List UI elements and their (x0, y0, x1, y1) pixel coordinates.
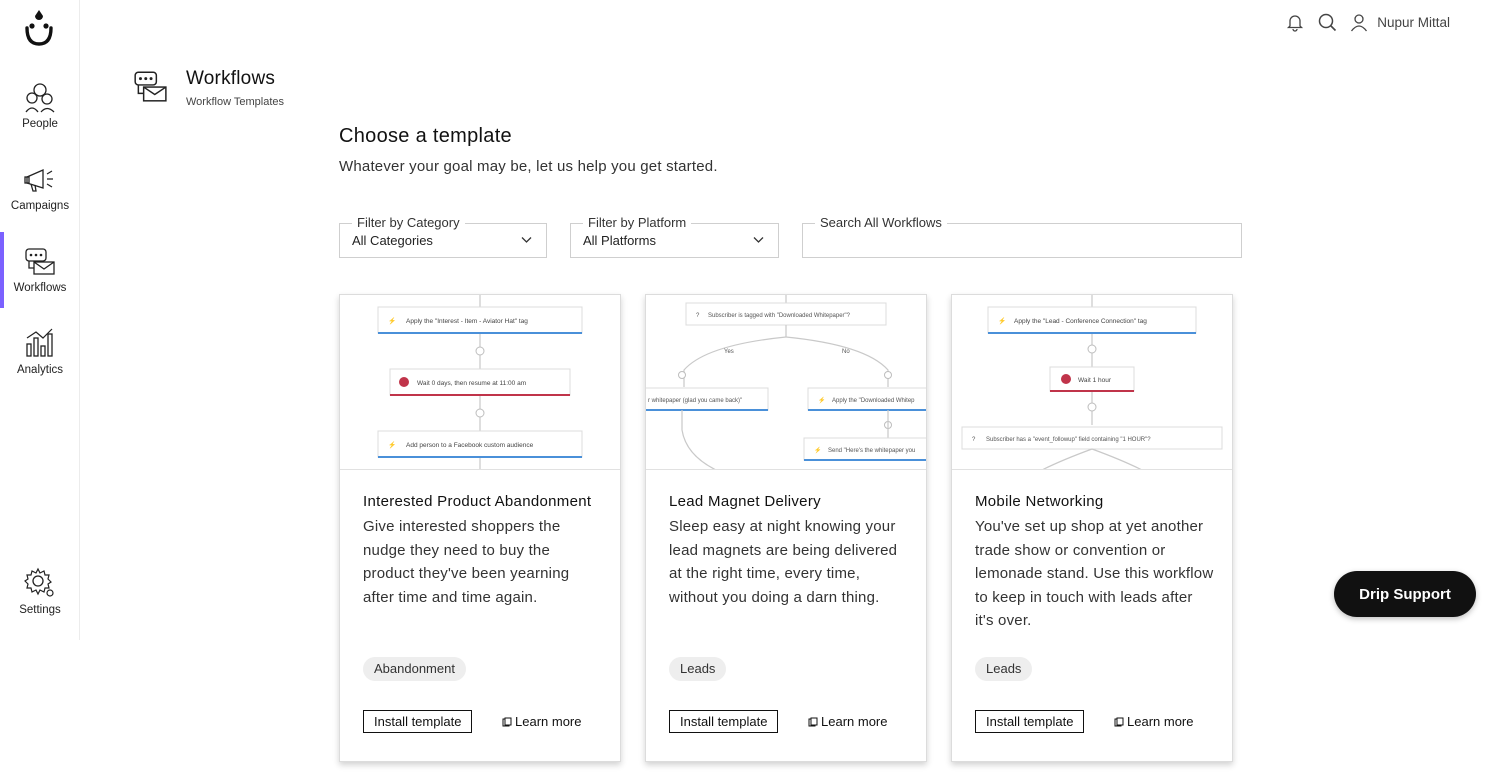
card-description: Sleep easy at night knowing your lead magnets are being delivered at the right time, every time, without you doing a darn thing. (669, 518, 898, 606)
sidebar-item-label: Settings (19, 604, 61, 616)
svg-text:⚡: ⚡ (388, 442, 397, 449)
external-link-icon (1114, 717, 1124, 727)
search-icon[interactable] (1317, 12, 1337, 32)
chevron-down-icon (521, 236, 532, 244)
preview-step-1: Apply the "Lead - Conference Connection" tag (1014, 318, 1147, 325)
card-body (363, 493, 603, 609)
install-template-button[interactable]: Install template (669, 710, 778, 733)
preview-step-1: Apply the "Interest - Item - Aviator Hat" tag (406, 318, 528, 325)
svg-text:⚡: ⚡ (998, 318, 1007, 325)
category-filter-select[interactable] (339, 215, 547, 258)
people-icon (23, 80, 57, 114)
card-description: You've set up shop at yet another trade show or convention or lemonade stand. Use this workflow to keep in touch with leads after it's over. (975, 518, 1214, 629)
user-icon[interactable] (1349, 12, 1369, 32)
svg-text:⚡: ⚡ (818, 398, 826, 404)
drip-logo-icon[interactable] (22, 8, 56, 48)
external-link-icon (502, 717, 512, 727)
page-title: Workflows (186, 68, 276, 89)
sidebar-item-workflows[interactable] (0, 244, 80, 294)
install-template-button[interactable]: Install template (363, 710, 472, 733)
category-filter-value: All Categories (352, 233, 433, 248)
preview-step-2: Wait 1 hour (1078, 377, 1111, 384)
preview-left-branch: r whitepaper (glad you came back)" (648, 398, 743, 404)
sidebar-item-label: Workflows (13, 282, 67, 294)
external-link-icon (808, 717, 818, 727)
section-subtitle: Whatever your goal may be, let us help you get started. (339, 158, 718, 175)
sidebar-item-people[interactable] (0, 80, 80, 130)
learn-more-label: Learn more (1127, 714, 1194, 729)
preview-step-2: Wait 0 days, then resume at 11:00 am (417, 380, 527, 387)
sidebar-item-campaigns[interactable] (0, 162, 80, 212)
workflows-icon (23, 244, 57, 278)
sidebar-item-label: People (22, 118, 58, 130)
install-template-button[interactable]: Install template (975, 710, 1084, 733)
analytics-icon (23, 326, 57, 360)
learn-more-label: Learn more (515, 714, 582, 729)
workflow-preview (646, 295, 926, 470)
sidebar-item-label: Campaigns (10, 200, 70, 212)
bell-icon[interactable] (1285, 12, 1305, 32)
category-tag: Leads (975, 657, 1032, 681)
preview-step-3: Add person to a Facebook custom audience (406, 442, 534, 449)
username[interactable]: Nupur Mittal (1377, 14, 1450, 30)
preview-no: No (842, 349, 850, 355)
template-card[interactable] (339, 294, 621, 762)
workflow-preview (952, 295, 1232, 470)
svg-text:⚡: ⚡ (388, 318, 397, 325)
svg-text:?: ? (972, 437, 976, 443)
breadcrumb[interactable]: Workflow Templates (186, 96, 285, 108)
workflow-preview (340, 295, 620, 470)
workflows-icon (132, 68, 168, 104)
sidebar (0, 0, 80, 640)
preview-right-branch-2: Send "Here's the whitepaper you (828, 448, 916, 454)
card-description: Give interested shoppers the nudge they need to buy the product they've been yearning after time and time again. (363, 518, 570, 606)
svg-text:?: ? (696, 313, 700, 319)
svg-text:⚡: ⚡ (814, 448, 822, 454)
preview-right-branch: Apply the "Downloaded Whitep (832, 398, 915, 404)
sidebar-item-settings[interactable] (0, 566, 80, 616)
card-title: Mobile Networking (975, 493, 1104, 510)
learn-more-link[interactable] (502, 714, 581, 729)
top-bar (1285, 10, 1450, 34)
template-card[interactable] (951, 294, 1233, 762)
preview-step-3: Subscriber has a "event_followup" field containing "1 HOUR"? (986, 437, 1151, 443)
category-tag: Abandonment (363, 657, 466, 681)
card-title: Lead Magnet Delivery (669, 493, 821, 510)
card-body (669, 493, 909, 609)
preview-yes: Yes (724, 349, 734, 355)
card-title: Interested Product Abandonment (363, 493, 592, 510)
category-tag: Leads (669, 657, 726, 681)
sidebar-item-label: Analytics (16, 364, 64, 376)
preview-step-1: Subscriber is tagged with "Downloaded Whitepaper"? (708, 313, 851, 319)
card-body (975, 493, 1215, 633)
learn-more-link[interactable] (808, 714, 887, 729)
search-field-label: Search All Workflows (815, 215, 947, 230)
platform-filter-value: All Platforms (583, 233, 656, 248)
section-title: Choose a template (339, 125, 512, 147)
page-header (132, 68, 284, 108)
platform-filter-label: Filter by Platform (583, 215, 691, 230)
category-filter-label: Filter by Category (352, 215, 465, 230)
drip-support-button[interactable]: Drip Support (1334, 571, 1476, 617)
megaphone-icon (23, 162, 57, 196)
gear-icon (23, 566, 57, 600)
sidebar-item-analytics[interactable] (0, 326, 80, 376)
learn-more-label: Learn more (821, 714, 888, 729)
learn-more-link[interactable] (1114, 714, 1193, 729)
platform-filter-select[interactable] (570, 215, 779, 258)
template-card[interactable] (645, 294, 927, 762)
chevron-down-icon (753, 236, 764, 244)
search-workflows-field (802, 215, 1242, 258)
